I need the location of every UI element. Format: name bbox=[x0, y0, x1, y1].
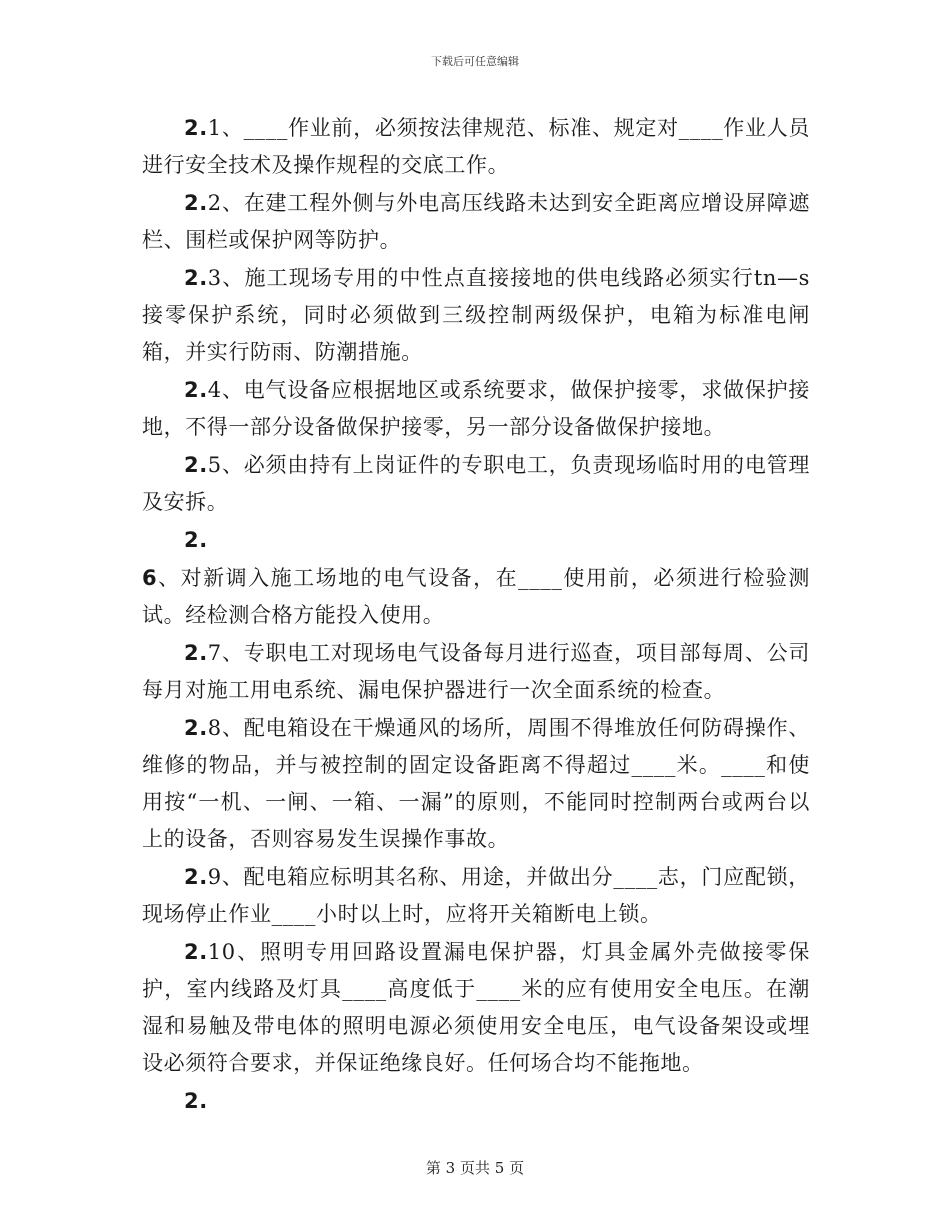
section-number: 2. bbox=[184, 716, 208, 740]
paragraph-text: 5、必须由持有上岗证件的专职电工，负责现场临时用的电管理及安拆。 bbox=[142, 453, 810, 514]
section-number: 2. bbox=[184, 453, 208, 477]
paragraph-2-11-number bbox=[142, 1083, 810, 1120]
section-number: 2. bbox=[184, 191, 208, 215]
page-footer: 第 3 页共 5 页 bbox=[425, 1159, 525, 1177]
paragraph-2-1 bbox=[142, 110, 810, 184]
section-number: 2. bbox=[184, 641, 208, 665]
paragraph-text: 9、配电箱应标明其名称、用途，并做出分____志，门应配锁，现场停止作业____小时以上时，应将开关箱断电上锁。 bbox=[142, 865, 810, 926]
document-body bbox=[142, 110, 810, 1121]
section-number: 2. bbox=[184, 940, 208, 964]
paragraph-2-8 bbox=[142, 710, 810, 858]
section-number: 2. bbox=[184, 378, 208, 402]
paragraph-2-6-number bbox=[142, 522, 810, 559]
section-number: 2. bbox=[184, 116, 208, 140]
paragraph-2-5 bbox=[142, 447, 810, 521]
section-number: 2. bbox=[184, 266, 208, 290]
header-note: 下载后可任意编辑 bbox=[431, 55, 519, 68]
paragraph-2-10 bbox=[142, 934, 810, 1082]
paragraph-text: 1、____作业前，必须按法律规范、标准、规定对____作业人员进行安全技术及操作规程的交底工作。 bbox=[142, 116, 810, 177]
section-number: 2. bbox=[184, 865, 208, 889]
paragraph-2-7 bbox=[142, 635, 810, 709]
section-number: 2. bbox=[184, 528, 208, 552]
paragraph-text: 8、配电箱设在干燥通风的场所，周围不得堆放任何防碍操作、维修的物品，并与被控制的固定设备距离不得超过____米。____和使用按“一机、一闸、一箱、一漏”的原则，不能同时控制两台或两台以上的设备，否则容易发生误操作事故。 bbox=[142, 716, 810, 851]
paragraph-2-9 bbox=[142, 859, 810, 933]
paragraph-2-3 bbox=[142, 260, 810, 371]
section-number: 2. bbox=[184, 1089, 208, 1113]
paragraph-2-4 bbox=[142, 372, 810, 446]
paragraph-text: 3、施工现场专用的中性点直接接地的供电线路必须实行tn—s接零保护系统，同时必须做到三级控制两级保护，电箱为标准电闸箱，并实行防雨、防潮措施。 bbox=[142, 266, 810, 364]
paragraph-text: 4、电气设备应根据地区或系统要求，做保护接零，求做保护接地，不得一部分设备做保护接零，另一部分设备做保护接地。 bbox=[142, 378, 810, 439]
paragraph-text: 7、专职电工对现场电气设备每月进行巡查，项目部每周、公司每月对施工用电系统、漏电保护器进行一次全面系统的检查。 bbox=[142, 641, 810, 702]
paragraph-2-6 bbox=[142, 560, 810, 634]
paragraph-2-2 bbox=[142, 185, 810, 259]
paragraph-text: 2、在建工程外侧与外电高压线路未达到安全距离应增设屏障遮栏、围栏或保护网等防护。 bbox=[142, 191, 810, 252]
section-number: 6 bbox=[142, 566, 158, 590]
paragraph-text: 、对新调入施工场地的电气设备，在____使用前，必须进行检验测试。经检测合格方能投入使用。 bbox=[142, 566, 810, 627]
paragraph-text: 10、照明专用回路设置漏电保护器，灯具金属外壳做接零保护，室内线路及灯具____高度低于____米的应有使用安全电压。在潮湿和易触及带电体的照明电源必须使用安全电压，电气设备架设或埋设必须符合要求，并保证绝缘良好。任何场合均不能拖地。 bbox=[142, 940, 810, 1075]
